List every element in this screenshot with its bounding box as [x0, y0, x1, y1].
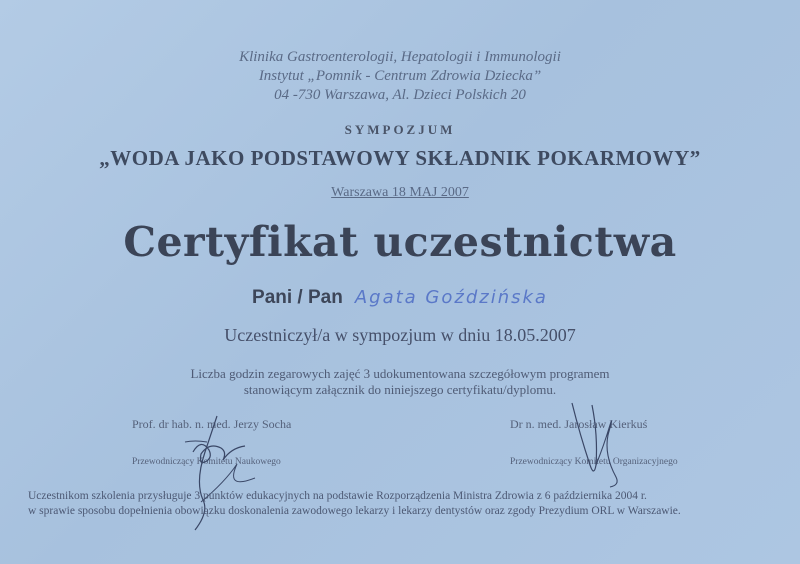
signature-right-icon	[560, 395, 640, 495]
symposium-title: „WODA JAKO PODSTAWOWY SKŁADNIK POKARMOWY”	[99, 146, 701, 170]
institution-line-2: Instytut „Pomnik - Centrum Zdrowia Dziecka”	[258, 68, 542, 84]
certificate-title: Certyfikat uczestnictwa	[123, 218, 677, 266]
symposium-label: SYMPOZJUM	[344, 122, 456, 137]
signatory-left-name: Prof. dr hab. n. med. Jerzy Socha	[132, 417, 292, 431]
footer-line-2: w sprawie sposobu dopełnienia obowiązku doskonalenia zawodowego lekarzy i lekarzy dentystów oraz zgody Prezydium ORL w Warszawie.	[28, 505, 681, 517]
participant-name-handwritten: Agata Goździńska	[354, 287, 548, 308]
salutation: Pani / Pan	[252, 287, 343, 308]
signatory-right-name: Dr n. med. Jarosław Kierkuś	[510, 417, 648, 431]
footer-line-1: Uczestnikom szkolenia przysługuje 3 punktów edukacyjnych na podstawie Rozporządzenia Ministra Zdrowia z 6 października 2004 r.	[28, 490, 647, 502]
institution-block	[0, 48, 800, 105]
institution-line-3: 04 -730 Warszawa, Al. Dzieci Polskich 20	[274, 87, 526, 103]
attendance-statement: Uczestniczył/a w sympozjum w dniu 18.05.2007	[224, 325, 576, 345]
recipient-line	[0, 287, 800, 309]
hours-line-2: stanowiącym załącznik do niniejszego certyfikatu/dyplomu.	[243, 382, 557, 397]
signature-left-icon	[165, 412, 275, 542]
institution-line-1: Klinika Gastroenterologii, Hepatologii i Immunologii	[239, 49, 561, 65]
symposium-date: Warszawa 18 MAJ 2007	[331, 185, 469, 200]
signatory-left-role: Przewodniczący Komitetu Naukowego	[132, 457, 281, 467]
footer-note	[28, 489, 788, 519]
hours-line-1: Liczba godzin zegarowych zajęć 3 udokumentowana szczegółowym programem	[190, 366, 610, 381]
hours-statement	[0, 366, 800, 398]
signatory-right-role: Przewodniczący Komitetu Organizacyjnego	[510, 457, 678, 467]
